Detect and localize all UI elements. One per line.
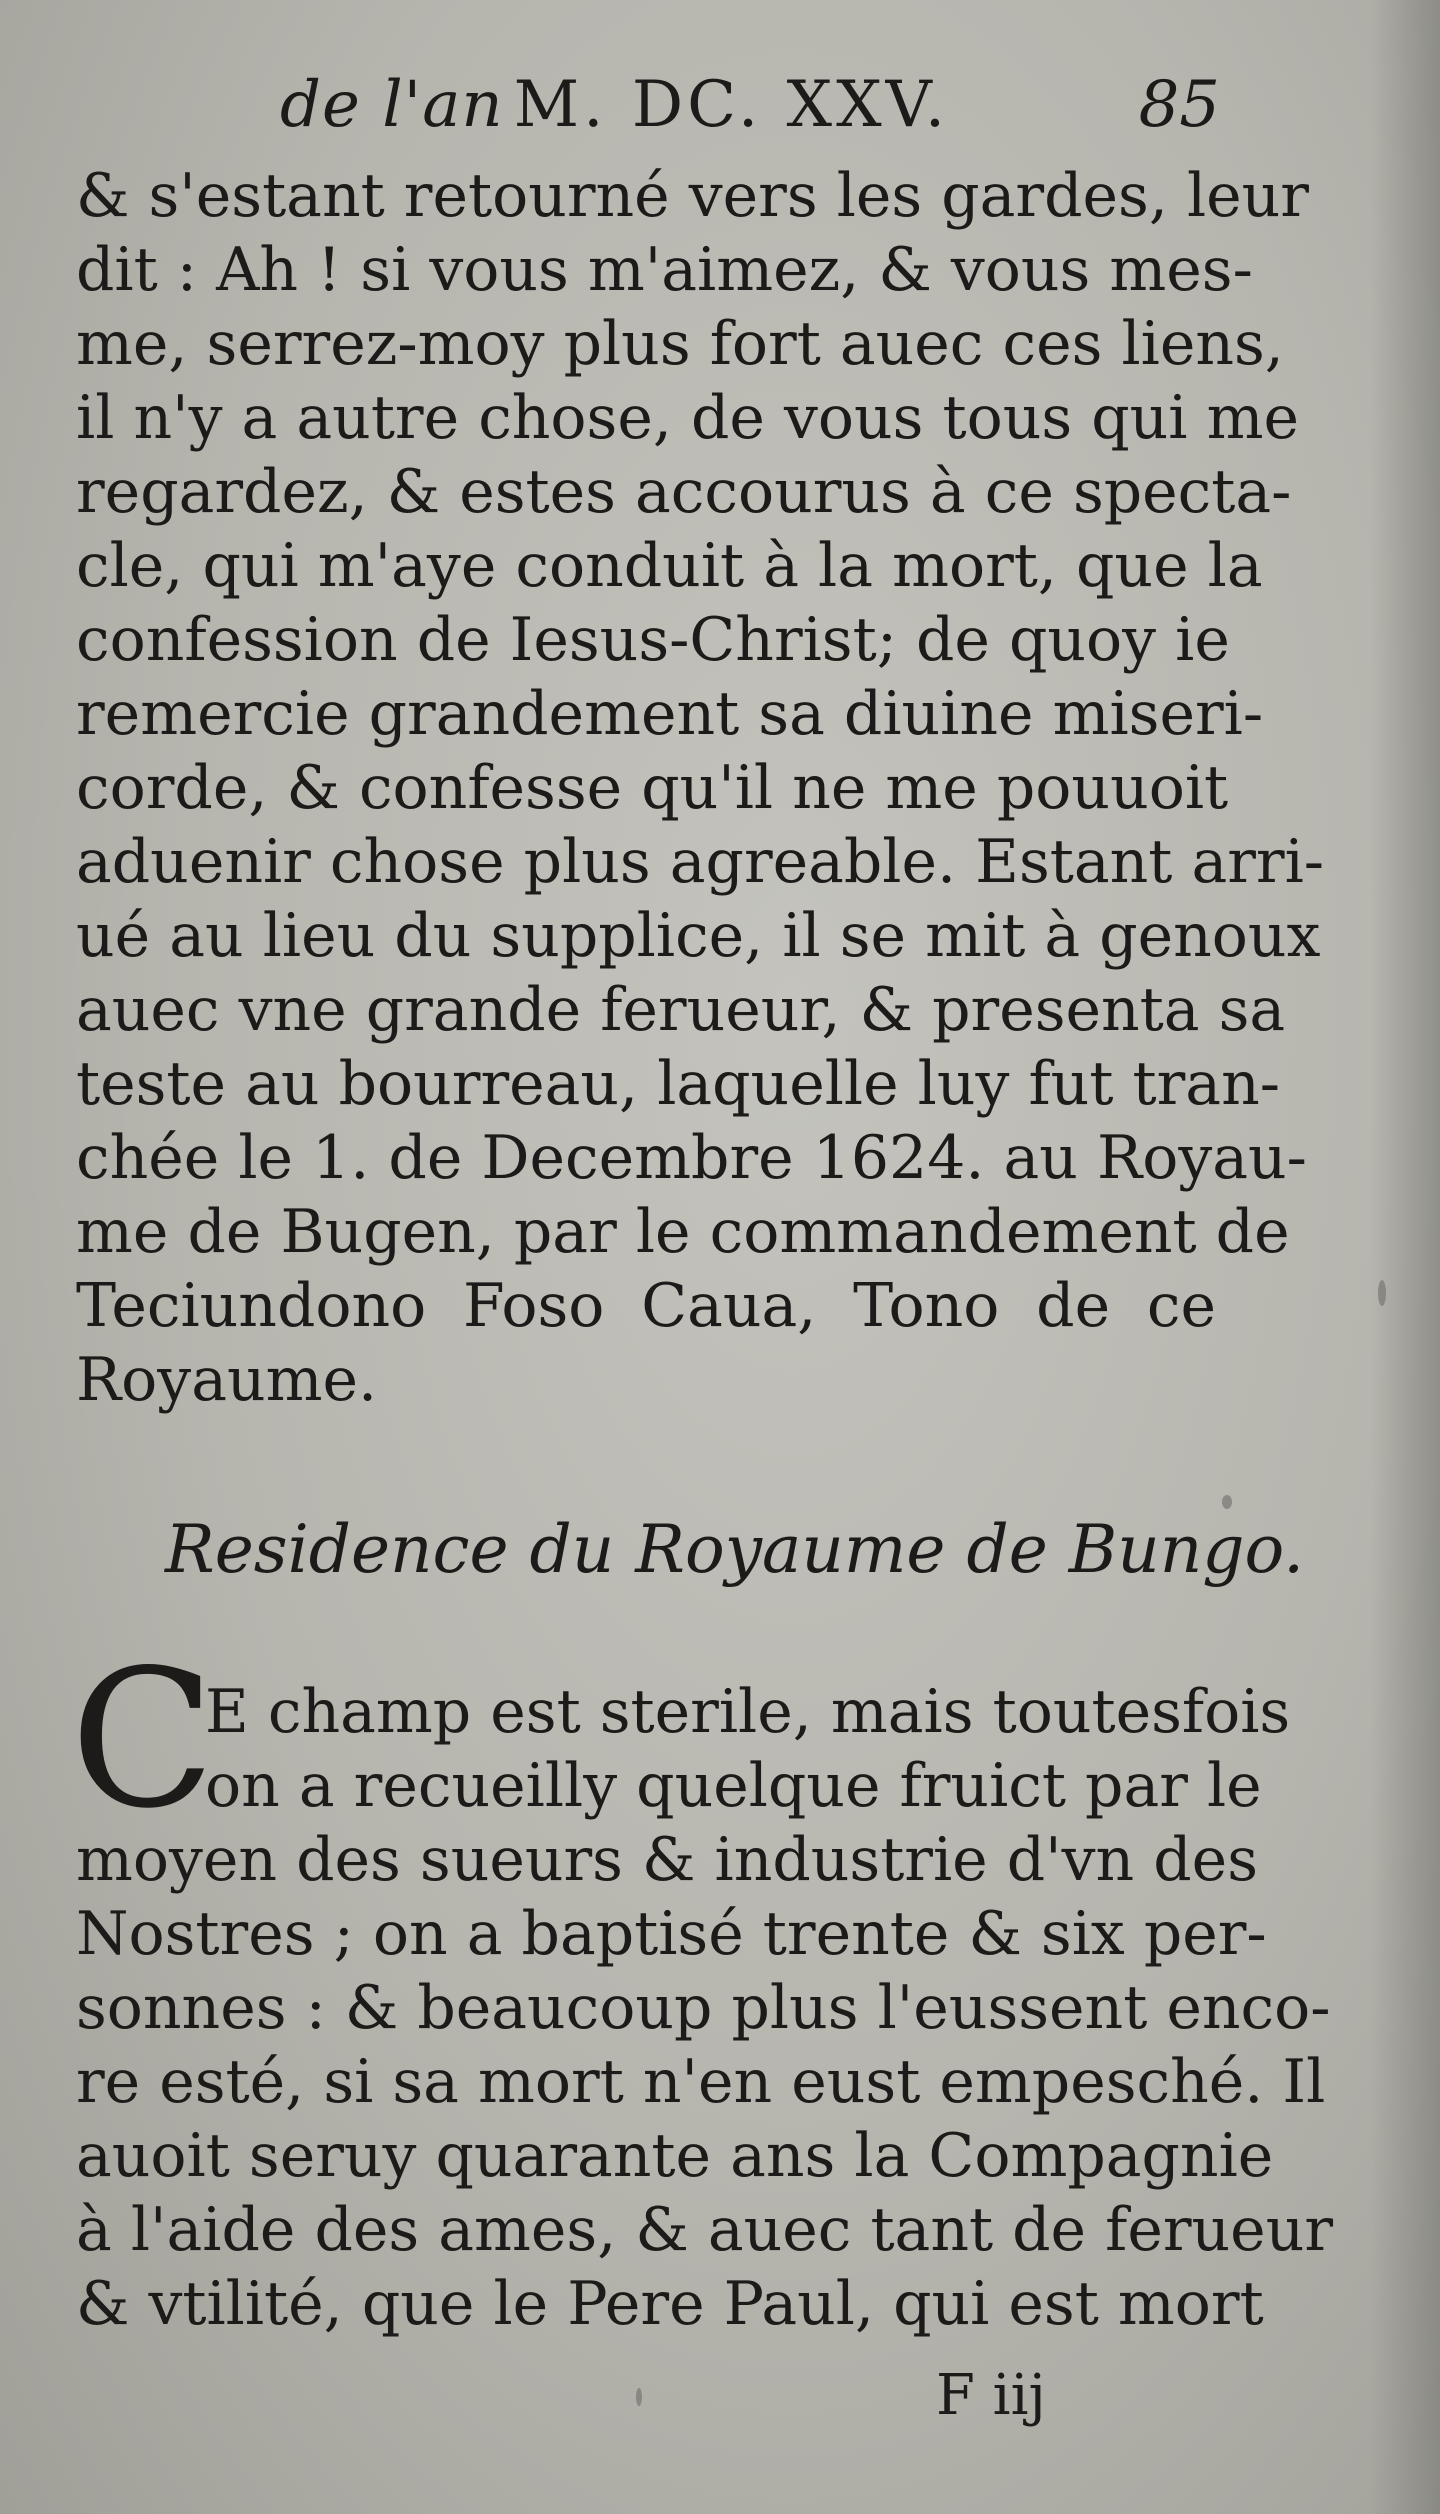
signature-mark: F iij	[936, 2363, 1046, 2428]
page-header	[280, 68, 1220, 158]
text-line: & s'estant retourné vers les gardes, leur	[76, 161, 1309, 231]
text-line: me, serrez-moy plus fort auec ces liens,	[76, 309, 1284, 379]
paper-blemish	[636, 2388, 642, 2406]
page-number: 85	[1138, 68, 1220, 142]
running-head-italic: de l'an	[280, 68, 504, 142]
text-line: corde, & confesse qu'il ne me pouuoit	[76, 753, 1229, 823]
drop-cap: C	[70, 1629, 216, 1850]
text-line: & vtilité, que le Pere Paul, qui est mort	[76, 2269, 1264, 2339]
text-line: Nostres ; on a baptisé trente & six per-	[76, 1899, 1267, 1969]
text-line: on a recueilly quelque fruict par le	[205, 1751, 1262, 1821]
text-line: re esté, si sa mort n'en eust empesché. Il	[76, 2047, 1326, 2117]
running-head-year: M. DC. XXV.	[513, 68, 950, 142]
text-line: regardez, & estes accourus à ce specta-	[76, 457, 1292, 527]
text-line: ué au lieu du supplice, il se mit à genoux	[76, 901, 1321, 971]
text-line: moyen des sueurs & industrie d'vn des	[76, 1825, 1258, 1895]
text-line: auoit seruy quarante ans la Compagnie	[76, 2121, 1274, 2191]
text-line: E champ est sterile, mais toutesfois	[205, 1677, 1291, 1747]
section-heading: Residence du Royaume de Bungo.	[165, 1511, 1305, 1588]
text-line-last: Royaume.	[76, 1345, 378, 1415]
text-line: aduenir chose plus agreable. Estant arri-	[76, 827, 1325, 897]
text-line: confession de Iesus-Christ; de quoy ie	[76, 605, 1230, 675]
text-line: Teciundono Foso Caua, Tono de ce	[76, 1271, 1216, 1341]
text-line: auec vne grande ferueur, & presenta sa	[76, 975, 1286, 1045]
text-line: dit : Ah ! si vous m'aimez, & vous mes-	[76, 235, 1253, 305]
text-line: me de Bugen, par le commandement de	[76, 1197, 1290, 1267]
text-line: remercie grandement sa diuine miseri-	[76, 679, 1264, 749]
text-line: à l'aide des ames, & auec tant de ferueur	[76, 2195, 1334, 2265]
text-line: cle, qui m'aye conduit à la mort, que la	[76, 531, 1263, 601]
running-head	[280, 68, 949, 142]
text-line: teste au bourreau, laquelle luy fut tran-	[76, 1049, 1280, 1119]
paper-blemish	[1378, 1280, 1386, 1306]
text-line: chée le 1. de Decembre 1624. au Royau-	[76, 1123, 1307, 1193]
text-line: sonnes : & beaucoup plus l'eussent enco-	[76, 1973, 1331, 2043]
paper-blemish	[1222, 1495, 1232, 1509]
text-line: il n'y a autre chose, de vous tous qui me	[76, 383, 1299, 453]
